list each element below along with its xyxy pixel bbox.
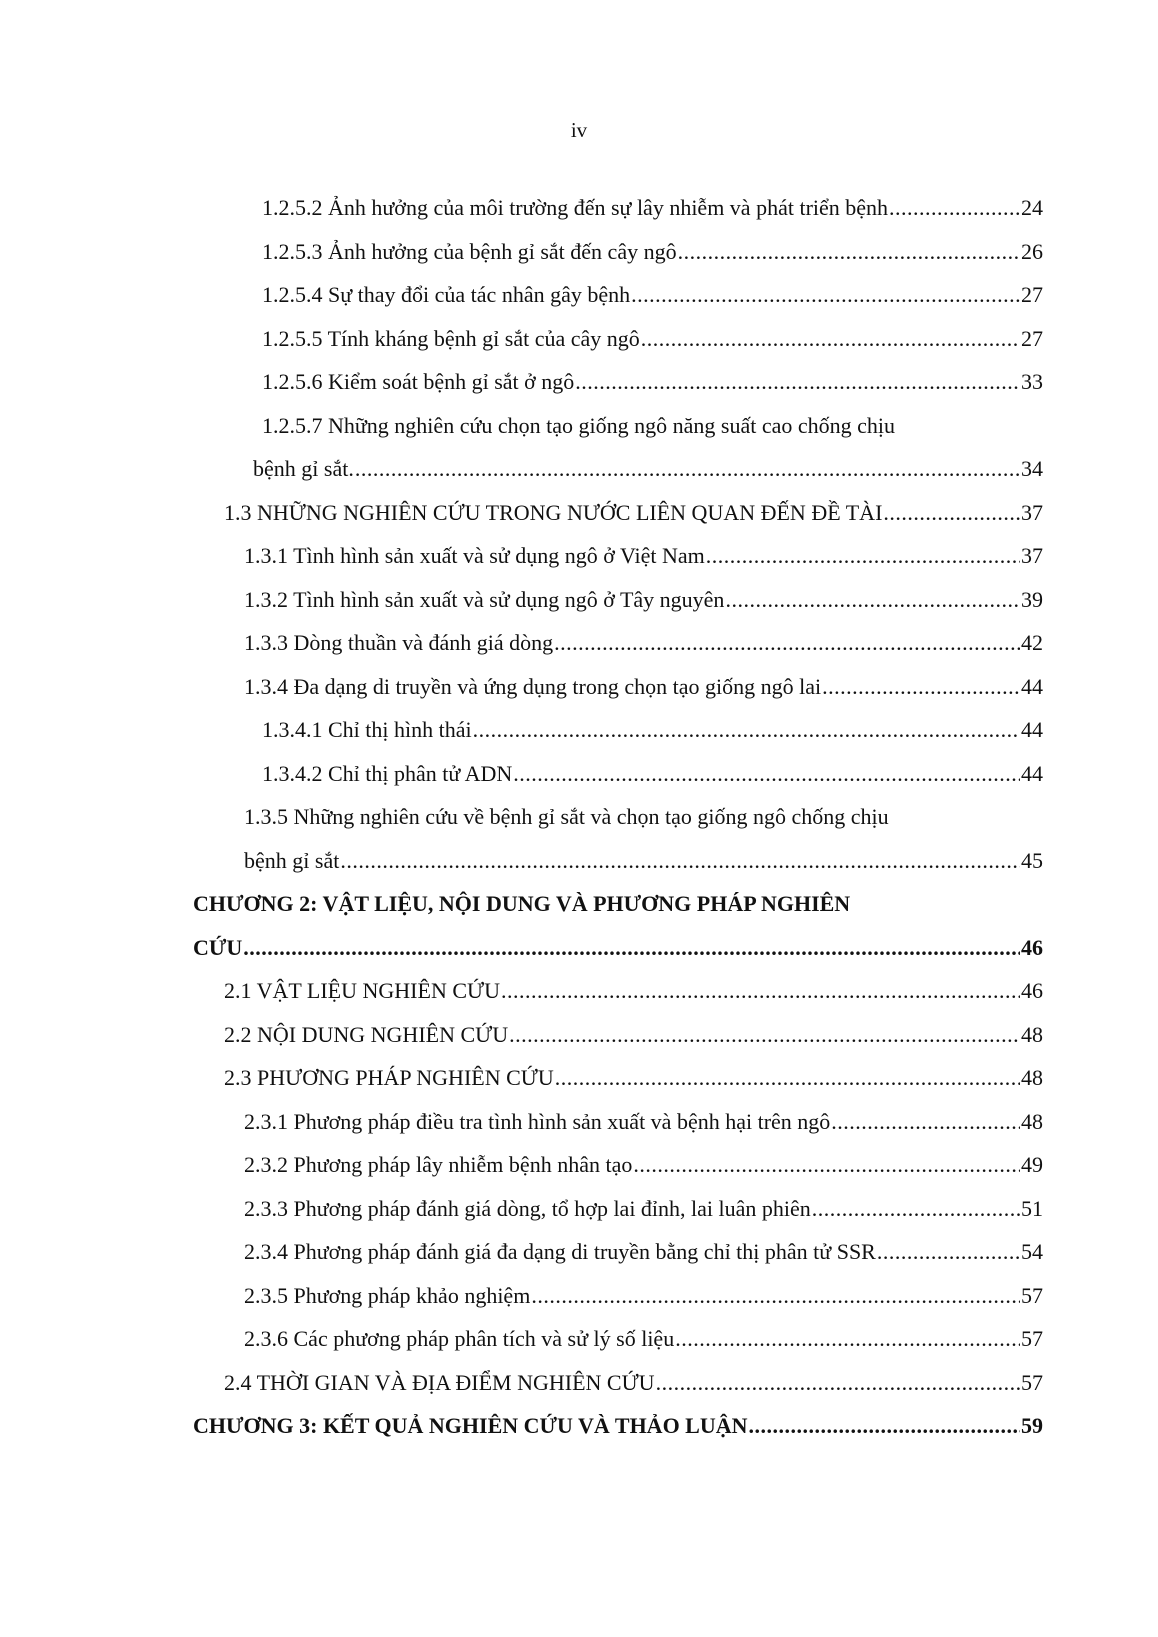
toc-entry[interactable] bbox=[0, 752, 1043, 796]
toc-entry-title: 2.3.2 Phương pháp lây nhiễm bệnh nhân tạo bbox=[244, 1152, 633, 1177]
dot-leader bbox=[473, 708, 1020, 752]
toc-entry-title: 1.3.2 Tình hình sản xuất và sử dụng ngô ở Tây nguyên bbox=[244, 586, 725, 612]
dot-leader bbox=[641, 317, 1020, 361]
toc-entry-title: 1.3.5 Những nghiên cứu về bệnh gỉ sắt và chọn tạo giống ngô chống chịu bbox=[244, 804, 889, 829]
toc-entry-title-continued: bệnh gỉ sắt. bbox=[253, 456, 354, 481]
toc-entry[interactable] bbox=[0, 1100, 1043, 1144]
toc-entry-page: 39 bbox=[1021, 586, 1043, 612]
toc-entry-title: 1.3.4.1 Chỉ thị hình thái bbox=[262, 717, 472, 742]
toc-entry-title: 1.2.5.2 Ảnh hưởng của môi trường đến sự lây nhiễm và phát triển bệnh bbox=[262, 195, 889, 220]
toc-entry-page: 54 bbox=[1021, 1239, 1043, 1264]
toc-entry-page: 37 bbox=[1021, 543, 1043, 568]
toc-entry-page: 46 bbox=[1021, 978, 1043, 1003]
dot-leader bbox=[812, 1187, 1020, 1231]
toc-entry-page: 49 bbox=[1021, 1152, 1043, 1177]
dot-leader bbox=[822, 665, 1020, 709]
dot-leader bbox=[554, 621, 1020, 665]
toc-entry-page: 57 bbox=[1021, 1326, 1043, 1351]
dot-leader bbox=[631, 273, 1020, 317]
toc-entry-page: 24 bbox=[1021, 195, 1043, 220]
toc-entry[interactable] bbox=[0, 404, 1043, 491]
toc-entry-page: 59 bbox=[1021, 1413, 1043, 1438]
toc-entry[interactable] bbox=[0, 1274, 1043, 1318]
toc-entry-title: 1.2.5.4 Sự thay đổi của tác nhân gây bệnh bbox=[262, 282, 631, 307]
dot-leader bbox=[501, 969, 1020, 1013]
toc-entry-page: 48 bbox=[1021, 1065, 1043, 1090]
toc-entry-title: 1.2.5.3 Ảnh hưởng của bệnh gỉ sắt đến cây ngô bbox=[262, 238, 677, 264]
toc-entry[interactable] bbox=[0, 969, 1043, 1013]
toc-entry[interactable] bbox=[0, 491, 1043, 535]
toc-entry[interactable] bbox=[0, 795, 1043, 882]
toc-entry-title: 2.3.5 Phương pháp khảo nghiệm bbox=[244, 1282, 531, 1308]
toc-entry[interactable] bbox=[0, 1230, 1043, 1274]
toc-entry-title: 2.3.6 Các phương pháp phân tích và sử lý số liệu bbox=[244, 1326, 675, 1351]
toc-entry[interactable] bbox=[0, 1013, 1043, 1057]
toc-entry-page: 33 bbox=[1021, 369, 1043, 394]
toc-entry-title: CHƯƠNG 2: VẬT LIỆU, NỘI DUNG VÀ PHƯƠNG PHÁP NGHIÊN bbox=[193, 891, 851, 916]
toc-entry[interactable] bbox=[0, 1317, 1043, 1361]
toc-entry-page: 34 bbox=[1021, 456, 1043, 481]
toc-entry-page: 57 bbox=[1021, 1369, 1043, 1395]
toc-entry-title: 2.3.1 Phương pháp điều tra tình hình sản xuất và bệnh hại trên ngô bbox=[244, 1108, 831, 1134]
toc-entry[interactable] bbox=[0, 1361, 1043, 1405]
toc-chapter-entry[interactable] bbox=[0, 882, 1043, 969]
dot-leader bbox=[706, 534, 1020, 578]
toc-entry[interactable] bbox=[0, 1187, 1043, 1231]
toc-entry-page: 44 bbox=[1021, 717, 1043, 742]
dot-leader bbox=[883, 491, 1020, 535]
toc-entry[interactable] bbox=[0, 360, 1043, 404]
toc-entry-title: 2.3.3 Phương pháp đánh giá dòng, tổ hợp lai đỉnh, lai luân phiên bbox=[244, 1195, 811, 1221]
toc-entry[interactable] bbox=[0, 534, 1043, 578]
toc-entry-page: 27 bbox=[1021, 282, 1043, 307]
toc-entry-page: 44 bbox=[1021, 673, 1043, 699]
toc-entry[interactable] bbox=[0, 273, 1043, 317]
dot-leader bbox=[513, 752, 1020, 796]
dot-leader bbox=[725, 578, 1020, 622]
toc-entry-page: 37 bbox=[1021, 499, 1043, 525]
toc-entry[interactable] bbox=[0, 578, 1043, 622]
toc-entry-title-continued: CỨU bbox=[193, 934, 243, 960]
toc-entry[interactable] bbox=[0, 1056, 1043, 1100]
toc-entry-title: 1.2.5.6 Kiểm soát bệnh gỉ sắt ở ngô bbox=[262, 369, 575, 394]
page-number: iv bbox=[570, 118, 588, 142]
dot-leader bbox=[531, 1274, 1020, 1318]
toc-entry[interactable] bbox=[0, 230, 1043, 274]
toc-entry-title: 1.2.5.7 Những nghiên cứu chọn tạo giống ngô năng suất cao chống chịu bbox=[262, 412, 896, 438]
toc-entry-title: 2.1 VẬT LIỆU NGHIÊN CỨU bbox=[224, 978, 500, 1003]
dot-leader bbox=[340, 839, 1020, 883]
dot-leader bbox=[877, 1230, 1020, 1274]
dot-leader bbox=[555, 1056, 1020, 1100]
dot-leader bbox=[678, 230, 1020, 274]
toc-entry-page: 48 bbox=[1021, 1021, 1043, 1047]
dot-leader bbox=[675, 1317, 1020, 1361]
toc-entry-page: 48 bbox=[1021, 1108, 1043, 1134]
dot-leader bbox=[243, 926, 1020, 970]
toc-entry[interactable] bbox=[0, 621, 1043, 665]
toc-entry-title: 1.2.5.5 Tính kháng bệnh gỉ sắt của cây ngô bbox=[262, 325, 640, 351]
dot-leader bbox=[575, 360, 1020, 404]
toc-entry-title: 1.3.3 Dòng thuần và đánh giá dòng bbox=[244, 630, 554, 655]
toc-entry-title: 2.3 PHƯƠNG PHÁP NGHIÊN CỨU bbox=[224, 1065, 554, 1090]
toc-chapter-entry[interactable] bbox=[0, 1404, 1043, 1448]
toc-entry-title: 2.4 THỜI GIAN VÀ ĐỊA ĐIỂM NGHIÊN CỨU bbox=[224, 1369, 655, 1395]
toc-entry-title: 1.3.4.2 Chỉ thị phân tử ADN bbox=[262, 760, 513, 786]
toc-entry-title-continued: bệnh gỉ sắt bbox=[244, 847, 340, 873]
toc-entry[interactable] bbox=[0, 1143, 1043, 1187]
toc-entry-page: 44 bbox=[1021, 760, 1043, 786]
toc-entry-title: 1.3.4 Đa dạng di truyền và ứng dụng trong chọn tạo giống ngô lai bbox=[244, 673, 822, 699]
toc-entry-title: 1.3 NHỮNG NGHIÊN CỨU TRONG NƯỚC LIÊN QUAN ĐẾN ĐỀ TÀI bbox=[224, 499, 883, 525]
toc-entry-title: 2.3.4 Phương pháp đánh giá đa dạng di truyền bằng chỉ thị phân tử SSR bbox=[244, 1239, 876, 1264]
dot-leader bbox=[509, 1013, 1020, 1057]
toc-entry[interactable] bbox=[0, 708, 1043, 752]
table-of-contents bbox=[0, 186, 1158, 1448]
toc-entry-title: 1.3.1 Tình hình sản xuất và sử dụng ngô ở Việt Nam bbox=[244, 543, 705, 568]
toc-entry-title: CHƯƠNG 3: KẾT QUẢ NGHIÊN CỨU VÀ THẢO LUẬN bbox=[193, 1413, 748, 1438]
toc-entry-title: 2.2 NỘI DUNG NGHIÊN CỨU bbox=[224, 1021, 509, 1047]
dot-leader bbox=[749, 1404, 1020, 1448]
dot-leader bbox=[889, 186, 1020, 230]
toc-entry-page: 51 bbox=[1021, 1195, 1043, 1221]
toc-entry-page: 26 bbox=[1021, 238, 1043, 264]
toc-entry-page: 27 bbox=[1021, 325, 1043, 351]
toc-entry-page: 57 bbox=[1021, 1282, 1043, 1308]
dot-leader bbox=[633, 1143, 1020, 1187]
toc-entry[interactable] bbox=[0, 186, 1043, 230]
toc-entry-page: 45 bbox=[1021, 847, 1043, 873]
toc-entry[interactable] bbox=[0, 665, 1043, 709]
toc-entry[interactable] bbox=[0, 317, 1043, 361]
toc-entry-page: 42 bbox=[1021, 630, 1043, 655]
dot-leader bbox=[355, 447, 1020, 491]
toc-entry-page: 46 bbox=[1021, 934, 1043, 960]
dot-leader bbox=[831, 1100, 1020, 1144]
dot-leader bbox=[656, 1361, 1020, 1405]
